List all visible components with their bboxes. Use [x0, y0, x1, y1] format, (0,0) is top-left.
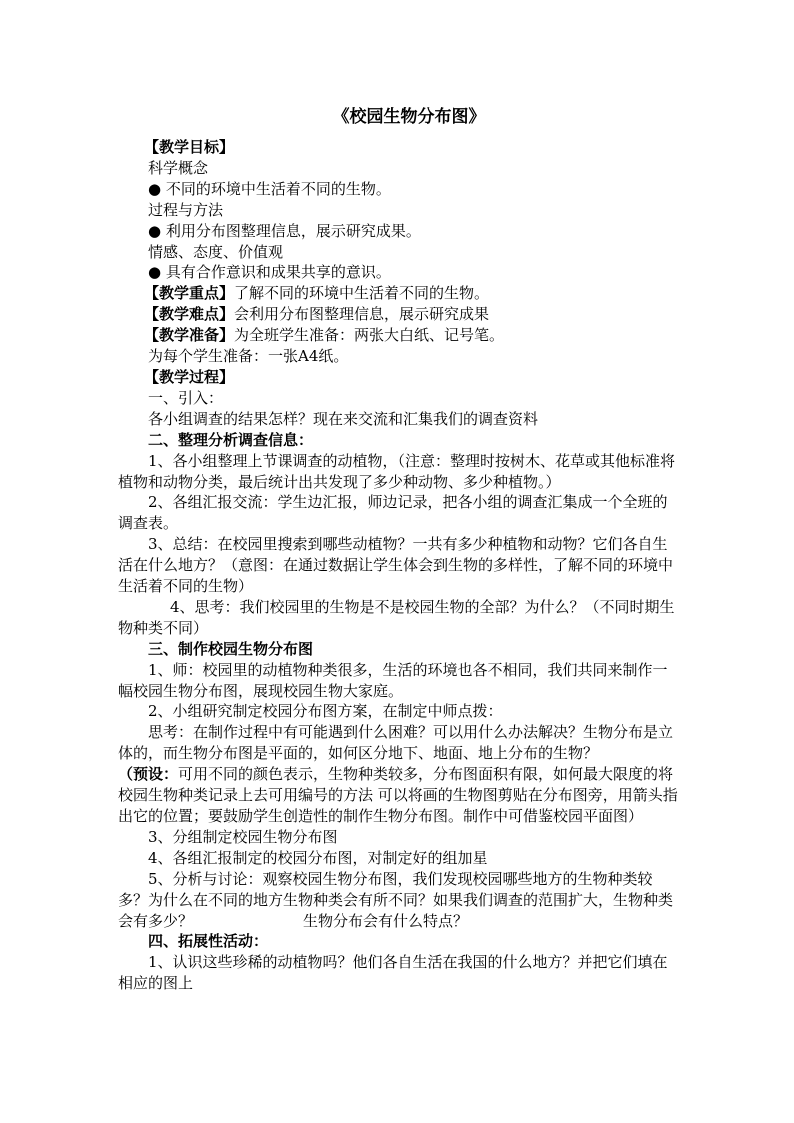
section-4-para-1: 1、认识这些珍稀的动植物吗？他们各自生活在我国的什么地方？并把它们填在相应的图上 [118, 953, 668, 993]
emotion-values-label: 情感、态度、价值观 [148, 242, 284, 261]
difficulty-line [118, 304, 680, 325]
section-3-para-4: 3、分组制定校园生物分布图 [148, 827, 338, 846]
process-method-label: 过程与方法 [148, 200, 224, 219]
key-point-label: 【教学重点】 [144, 284, 235, 303]
section-2-title: 二、整理分析调查信息： [148, 430, 314, 449]
document-title: 《校园生物分布图》 [332, 107, 486, 127]
preset-text: 可用不同的颜色表示，生物种类较多，分布图面积有限，如何最大限度的将校园生物种类记录上去可用编号的方法 可以将画的生物图剪贴在分布图旁，用箭头指出它的位置；要鼓励学生创造性的制作生物分布图。制作中可借鉴校园平面图） [118, 765, 678, 825]
section-3-para-6b-text: 生物分布会有什么特点？ [303, 911, 469, 930]
process-header: 【教学过程】 [144, 367, 235, 386]
section-4-title: 四、拓展性活动： [148, 932, 269, 951]
difficulty-label: 【教学难点】 [144, 305, 235, 324]
key-point-text: 了解不同的环境中生活着不同的生物。 [234, 284, 490, 303]
section-3-para-3b [118, 764, 680, 827]
preparation-label: 【教学准备】 [144, 326, 235, 345]
process-method-item: ● 利用分布图整理信息，展示研究成果。 [148, 221, 421, 240]
section-3-title: 三、制作校园生物分布图 [148, 639, 314, 658]
preparation-text: 为全班学生准备：两张大白纸、记号笔。 [234, 326, 505, 345]
preparation-text-2: 为每个学生准备：一张A4纸。 [148, 347, 349, 366]
section-3-para-1: 1、师：校园里的动植物种类很多，生活的环境也各不相同，我们共同来制作一幅校园生物分布图，展现校园生物大家庭。 [118, 660, 668, 700]
science-concept-label: 科学概念 [148, 158, 209, 177]
section-3-para-6 [118, 869, 680, 932]
section-2-para-2: 2、各组汇报交流：学生边汇报，师边记录，把各小组的调查汇集成一个全班的调查表。 [118, 493, 668, 533]
difficulty-text: 会利用分布图整理信息，展示研究成果 [234, 305, 490, 324]
preset-label: （预设： [118, 765, 179, 784]
emotion-values-item: ● 具有合作意识和成果共享的意识。 [148, 263, 391, 282]
preparation-line [118, 325, 680, 346]
key-point-line [118, 283, 680, 304]
section-2-para-3: 3、总结：在校园里搜索到哪些动植物？一共有多少种植物和动物？它们各自生活在什么地方？（意图：在通过数据让学生体会到生物的多样性，了解不同的环境中生活着不同的生物） [118, 535, 674, 596]
section-2-para-4: 4、思考：我们校园里的生物是不是校园生物的全部？为什么？（不同时期生物种类不同） [118, 597, 675, 637]
document-page [118, 104, 680, 994]
section-1-text: 各小组调查的结果怎样？现在来交流和汇集我们的调查资料 [148, 409, 539, 428]
section-1-title: 一、引入： [148, 388, 224, 407]
section-3-para-5: 4、各组汇报制定的校园分布图，对制定好的组加星 [148, 848, 488, 867]
section-3-para-6-text: 5、分析与讨论：观察校园生物分布图，我们发现校园哪些地方的生物种类较多？为什么在不同的地方生物种类会有所不同？如果我们调查的范围扩大，生物种类会有多少？ [118, 869, 674, 930]
section-2-para-1: 1、各小组整理上节课调查的动植物，（注意：整理时按树木、花草或其他标准将植物和动物分类，最后统计出共发现了多少种动物、多少种植物。） [118, 451, 676, 491]
section-3-para-3: 思考：在制作过程中有可能遇到什么困难？可以用什么办法解决？生物分布是立体的，而生物分布图是平面的，如何区分地下、地面、地上分布的生物？ [118, 723, 674, 763]
section-3-para-2: 2、小组研究制定校园分布图方案，在制定中师点拨： [148, 702, 503, 721]
goals-header: 【教学目标】 [144, 138, 235, 156]
science-concept-item: ● 不同的环境中生活着不同的生物。 [148, 179, 391, 198]
